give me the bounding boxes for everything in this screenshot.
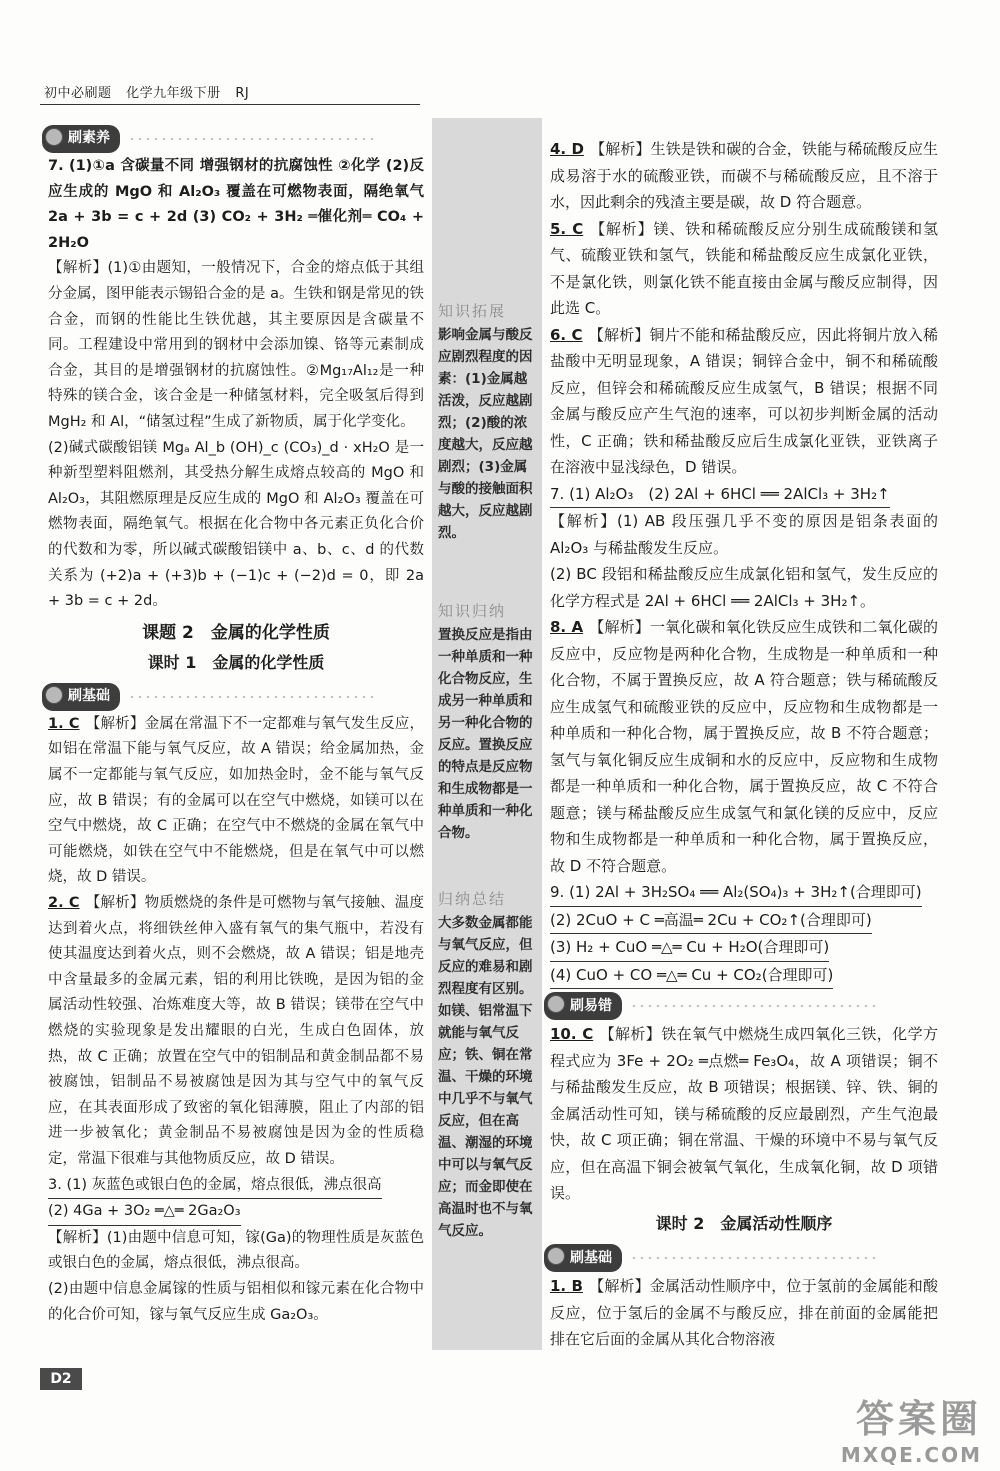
explain-q10: 【解析】铁在氧气中燃烧生成四氧化三铁，化学方程式应为 3Fe + 2O₂ ═点燃═ Fe₃O₄，故 A 项错误；铜不与稀盐酸发生反应，故 B 项错误；根据镁、锌、铁、铜的金属活动性可知，镁与稀硫酸的反应最剧烈，产生气泡最快，故 C 项正确；铜在常温、干燥的环境中不易与氧气反应，但在高温下铜会被氧气氧化，生成氧化铜，故 D 项错误。 (550, 1025, 938, 1202)
explain-q2: 【解析】物质燃烧的条件是可燃物与氧气接触、温度达到着火点，将细铁丝伸入盛有氧气的集气瓶中，若没有使其温度达到着火点，则不会燃烧，故 A 错误；铝是地壳中含量最多的金属元素，铝的利用比铁晚，是因为铝的金属活动性较强、冶炼难度大等，故 B 错误；镁带在空气中燃烧的实验现象是发出耀眼的白光，生成白色固体，放热，故 C 正确；放置在空气中的铝制品和黄金制品都不易被腐蚀，铝制品不易被腐蚀是因为其与空气中的氧气反应，在其表面形成了致密的氧化铝薄膜，阻止了内部的铝进一步被氧化；黄金制品不易被腐蚀是因为金的性质稳定，常温下很难与其他物质反应，故 D 错误。 (48, 895, 424, 1167)
answer-q9-part3: (3) H₂ + CuO ═△═ Cu + H₂O(合理即可) (550, 934, 829, 962)
answer-q5: 5. C (550, 219, 584, 238)
explain-q7-part2: (2) BC 段铝和稀盐酸反应生成氯化铝和氢气，发生反应的化学方程式是 2Al + 6HCl ══ 2AlCl₃ + 3H₂↑。 (550, 565, 938, 610)
answer-q3-part1: 3. (1) 灰蓝色或银白色的金属，熔点很低，沸点很高 (48, 1173, 382, 1200)
sidebar-note-summary (438, 600, 538, 844)
answer-q4: 4. D (550, 140, 584, 158)
dotted-rule (630, 1256, 880, 1260)
left-column (48, 122, 424, 1328)
sidebar-note-text: 大多数金属都能与氧气反应，但反应的难易和剧烈程度有区别。如镁、铝常温下就能与氧气反应；铁、铜在常温、干燥的环境中几乎不与氧气反应，但在高温、潮湿的环境中可以与氧气反应；而金即使在高温时也不与氧气反应。 (438, 915, 533, 1239)
answer-q8: 8. A (550, 618, 584, 636)
dotted-rule (630, 1004, 880, 1008)
answer-q3-part2: (2) 4Ga + 3O₂ ═△═ 2Ga₂O₃ (48, 1199, 241, 1226)
sidebar-note-title: 归纳总结 (438, 890, 507, 908)
answer-q6: 6. C (550, 325, 583, 344)
tag-badge: 刷素养 (42, 125, 120, 153)
sidebar-note-conclusion (438, 888, 538, 1242)
answer-q7: 7. (1)①a 含碳量不同 增强钢材的抗腐蚀性 ②化学 (2)反应生成的 MgO 和 Al₂O₃ 覆盖在可燃物表面，隔绝氧气 2a + 3b = c + 2d (3) CO₂ + 3H₂ ═催化剂═ CO₄ + 2H₂O (48, 158, 424, 251)
page-header (44, 82, 259, 101)
book-title: 初中必刷题 (44, 86, 112, 101)
subject-title: 化学九年级下册 (126, 86, 221, 101)
explain-q4: 【解析】生铁是铁和碳的合金，铁能与稀硫酸反应生成易溶于水的硫酸亚铁，而碳不与稀硫酸反应，且不溶于水，因此剩余的残渣主要是碳，故 D 符合题意。 (550, 140, 938, 211)
header-divider (40, 104, 420, 105)
tag-badge: 刷易错 (544, 992, 622, 1021)
sidebar-note-title: 知识归纳 (438, 602, 507, 620)
explain-q3-part2: (2)由题中信息金属镓的性质与铝相似和镓元素在化合物中的化合价可知，镓与氧气反应生成 Ga₂O₃。 (48, 1280, 424, 1323)
sidebar-note-text: 置换反应是指由一种单质和一种化合物反应，生成另一种单质和另一种化合物的反应。置换反应的特点是反应物和生成物都是一种单质和一种化合物。 (438, 627, 533, 841)
dotted-rule (128, 695, 378, 699)
right-column (550, 136, 938, 1353)
answer-q9-part2: (2) 2CuO + C ═高温═ 2Cu + CO₂↑(合理即可) (550, 907, 872, 935)
watermark-logo (841, 1388, 982, 1467)
topic-heading: 课题 2 金属的化学性质 (142, 622, 330, 643)
explain-q3-part1: 【解析】(1)由题中信息可知，镓(Ga)的物理性质是灰蓝色或银白色的金属，熔点很低，沸点很高。 (48, 1229, 424, 1272)
explain-q1b: 【解析】金属活动性顺序中，位于氢前的金属能和酸反应，位于氢后的金属不与酸反应，排在前面的金属能把排在它后面的金属从其化合物溶液 (550, 1277, 938, 1348)
sidebar-note-title: 知识拓展 (438, 302, 507, 320)
watermark-line1: 答案圈 (855, 1397, 982, 1441)
lesson-heading: 课时 1 金属的化学性质 (147, 653, 325, 673)
explain-q7-part2: (2)碱式碳酸铝镁 Mgₐ Al_b (OH)_c (CO₃)_d · xH₂O 是一种新型塑料阻燃剂，其受热分解生成熔点较高的 MgO 和 Al₂O₃，其阻燃原理是反应生成的 MgO 和 Al₂O₃ 覆盖在可燃物表面，隔绝氧气。根据在化合物中各元素正负化合价的代数和为零，所以碱式碳酸铝镁中 a、b、c、d 的代数关系为 (+2)a + (+3)b + (−1)c + (−2)d = 0，即 2a + 3b = c + 2d。 (48, 439, 424, 610)
tag-badge: 刷基础 (544, 1244, 622, 1273)
edition-label: RJ (235, 86, 250, 101)
section-tag-yicuo (544, 995, 880, 1017)
sidebar-note-text: 影响金属与酸反应剧烈程度的因素：(1)金属越活泼，反应越剧烈；(2)酸的浓度越大，反应越剧烈；(3)金属与酸的接触面积越大，反应越剧烈。 (438, 327, 533, 541)
page-number: D2 (40, 1368, 82, 1390)
explain-q5: 【解析】镁、铁和稀硫酸反应分别生成硫酸镁和氢气、硫酸亚铁和氢气，铁能和稀盐酸反应生成氯化亚铁，不是氯化铁，则氯化铁不能直接由金属与酸反应制得，因此选 C。 (550, 219, 938, 317)
answer-q1b: 1. B (550, 1277, 583, 1295)
watermark-line2: MXQE.COM (840, 1443, 982, 1467)
answer-q9-part4: (4) CuO + CO ═△═ Cu + CO₂(合理即可) (550, 962, 833, 990)
answer-q7: 7. (1) Al₂O₃ (2) 2Al + 6HCl ══ 2AlCl₃ + 3H₂↑ (550, 481, 890, 509)
explain-q1: 【解析】金属在常温下不一定都难与氧气发生反应，如铝在常温下能与氧气反应，故 A 错误；给金属加热，金属不一定都能与氧气反应，如加热金时，金不能与氧气反应，故 B 错误；有的金属可以在空气中燃烧，如镁可以在空气中燃烧，故 C 正确；在空气中不燃烧的金属在氧气中可能燃烧，如铁在空气中不能燃烧，但是在氧气中可以燃烧，故 D 错误。 (48, 715, 424, 886)
explain-q7-part1: 【解析】(1)①由题知，一般情况下，合金的熔点低于其组分金属，图甲能表示锡铅合金的是 a。生铁和钢是常见的铁合金，而钢的性能比生铁优越，其主要原因是含碳量不同。工程建设中常用到的钢材中会添加镍、铬等元素制成合金，其目的是增强钢材的抗腐蚀性。②Mg₁₇Al₁₂是一种特殊的镁合金，该合金是一种储氢材料，完全吸氢后得到 MgH₂ 和 Al，“储氢过程”生成了新物质，属于化学变化。 (48, 260, 424, 430)
answer-q9-part1: 9. (1) 2Al + 3H₂SO₄ ══ Al₂(SO₄)₃ + 3H₂↑(合理即可) (550, 879, 922, 907)
section-tag-jichu (544, 1247, 880, 1269)
tag-badge: 刷基础 (42, 683, 120, 711)
explain-q6: 【解析】铜片不能和稀盐酸反应，因此将铜片放入稀盐酸中无明显现象，A 错误；铜锌合金中，铜不和稀硫酸反应，但锌会和稀硫酸反应生成氢气，B 错误；根据不同金属与酸反应产生气泡的速率，可以初步判断金属的活动性，C 正确；铁和稀盐酸反应后生成氯化亚铁，亚铁离子在溶液中显浅绿色，D 错误。 (550, 325, 938, 476)
explain-q7-part1: 【解析】(1) AB 段压强几乎不变的原因是铝条表面的 Al₂O₃ 与稀盐酸发生反应。 (550, 512, 938, 557)
answer-q1: 1. C (48, 715, 80, 732)
answer-q2: 2. C (48, 895, 80, 912)
lesson-heading: 课时 2 金属活动性顺序 (655, 1213, 833, 1233)
answer-q10: 10. C (550, 1025, 594, 1043)
section-tag-suyang (42, 128, 378, 150)
explain-q8: 【解析】一氧化碳和氧化铁反应生成铁和二氧化碳的反应中，反应物是两种化合物，生成物是一种单质和一种化合物，不属于置换反应，故 A 符合题意；铁与稀硫酸反应生成氢气和硫酸亚铁的反应中，反应物和生成物都是一种单质和一种化合物，属于置换反应，故 B 不符合题意；氢气与氧化铜反应生成铜和水的反应中，反应物和生成物都是一种单质和一种化合物，属于置换反应，故 C 不符合题意；镁与稀盐酸反应生成氢气和氯化镁的反应中，反应物和生成物都是一种单质和一种化合物，属于置换反应，故 D 不符合题意。 (550, 618, 938, 875)
sidebar-note-extension (438, 300, 538, 544)
dotted-rule (128, 137, 378, 141)
section-tag-jichu (42, 686, 378, 708)
